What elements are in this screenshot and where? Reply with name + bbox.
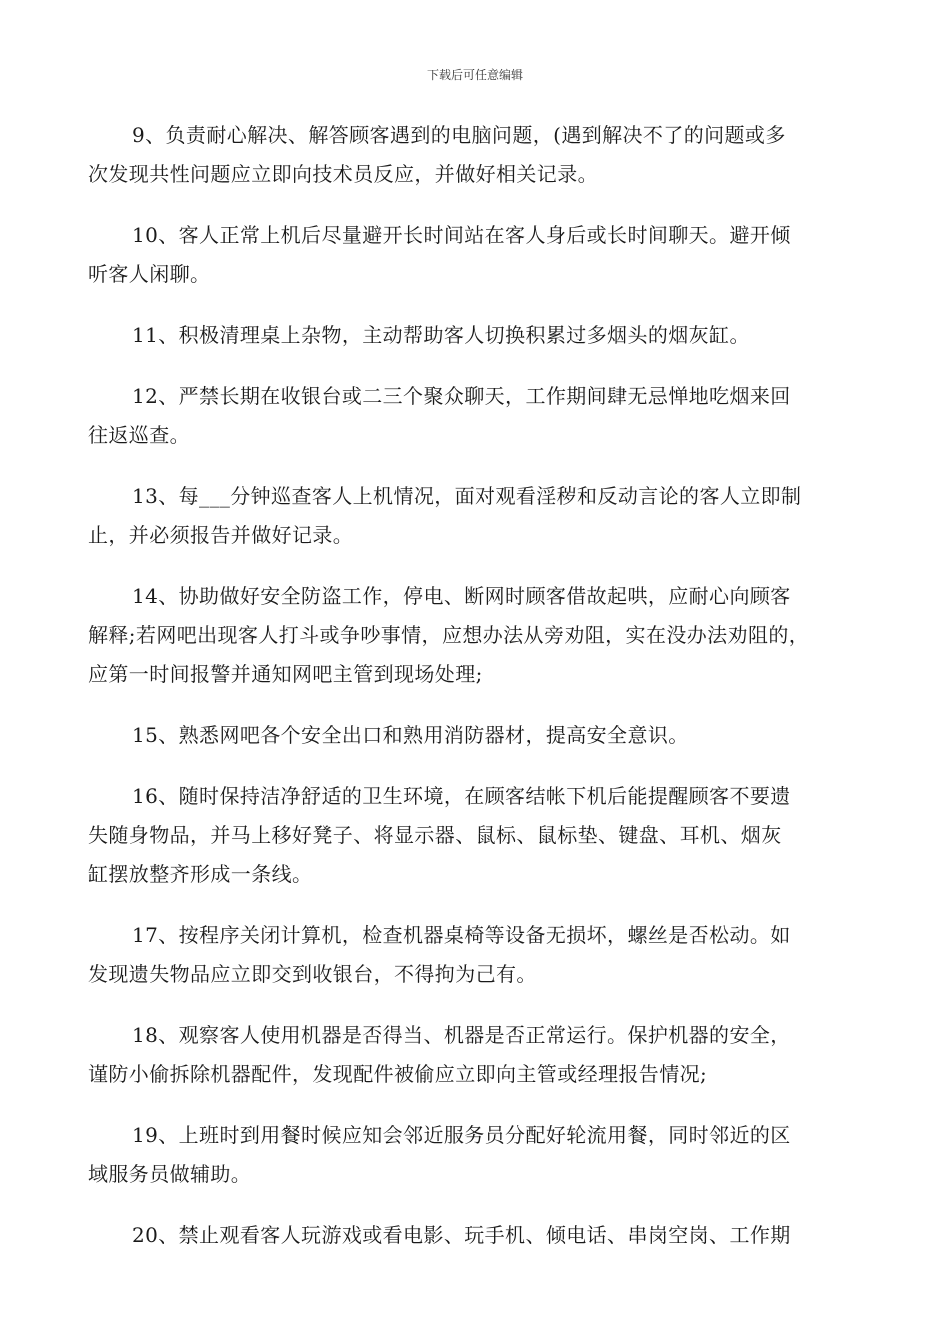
rule-16-paragraph <box>88 777 878 894</box>
paragraph-line: 20、禁止观看客人玩游戏或看电影、玩手机、倾电话、串岗空岗、工作期 <box>132 1223 791 1247</box>
rule-18-paragraph <box>88 1016 878 1094</box>
paragraph-line: 17、按程序关闭计算机，检查机器桌椅等设备无损坏，螺丝是否松动。如 <box>132 923 791 947</box>
rule-14-paragraph <box>88 577 878 694</box>
rule-9-paragraph <box>88 116 878 194</box>
page-header: 下载后可任意编辑 <box>426 68 523 82</box>
rule-19-paragraph <box>88 1116 878 1194</box>
paragraph-line: 9、负责耐心解决、解答顾客遇到的电脑问题，(遇到解决不了的问题或多 <box>132 123 786 147</box>
paragraph-line: 次发现共性问题应立即向技术员反应，并做好相关记录。 <box>88 162 598 186</box>
paragraph-line: 谨防小偷拆除机器配件，发现配件被偷应立即向主管或经理报告情况; <box>88 1062 708 1086</box>
rule-17-paragraph <box>88 916 878 994</box>
paragraph-line: 域服务员做辅助。 <box>88 1162 252 1186</box>
paragraph-line: 15、熟悉网吧各个安全出口和熟用消防器材，提高安全意识。 <box>132 723 689 747</box>
paragraph-line: 失随身物品，并马上移好凳子、将显示器、鼠标、鼠标垫、键盘、耳机、烟灰 <box>88 823 782 847</box>
paragraph-line: 14、协助做好安全防盗工作，停电、断网时顾客借故起哄，应耐心向顾客 <box>132 584 791 608</box>
paragraph-line: 11、积极清理桌上杂物，主动帮助客人切换积累过多烟头的烟灰缸。 <box>132 323 750 347</box>
rule-10-paragraph <box>88 216 878 294</box>
document-body <box>88 116 878 1277</box>
paragraph-line: 12、严禁长期在收银台或二三个聚众聊天，工作期间肆无忌惮地吃烟来回 <box>132 384 791 408</box>
paragraph-line: 应第一时间报警并通知网吧主管到现场处理; <box>88 662 483 686</box>
paragraph-line: 止，并必须报告并做好记录。 <box>88 523 354 547</box>
paragraph-line: 听客人闲聊。 <box>88 262 211 286</box>
paragraph-line: 往返巡查。 <box>88 423 190 447</box>
rule-13-paragraph <box>88 477 878 555</box>
paragraph-line: 解释;若网吧出现客人打斗或争吵事情，应想办法从旁劝阻，实在没办法劝阻的， <box>88 623 810 647</box>
paragraph-line: 16、随时保持洁净舒适的卫生环境，在顾客结帐下机后能提醒顾客不要遗 <box>132 784 791 808</box>
paragraph-line: 18、观察客人使用机器是否得当、机器是否正常运行。保护机器的安全， <box>132 1023 791 1047</box>
rule-12-paragraph <box>88 377 878 455</box>
rule-11-paragraph <box>88 316 878 355</box>
paragraph-line: 发现遗失物品应立即交到收银台，不得拘为己有。 <box>88 962 537 986</box>
paragraph-line: 10、客人正常上机后尽量避开长时间站在客人身后或长时间聊天。避开倾 <box>132 223 791 247</box>
paragraph-line: 19、上班时到用餐时候应知会邻近服务员分配好轮流用餐，同时邻近的区 <box>132 1123 791 1147</box>
rule-20-paragraph <box>88 1216 878 1255</box>
rule-15-paragraph <box>88 716 878 755</box>
paragraph-line: 缸摆放整齐形成一条线。 <box>88 862 313 886</box>
paragraph-line: 13、每___分钟巡查客人上机情况，面对观看淫秽和反动言论的客人立即制 <box>132 484 802 508</box>
